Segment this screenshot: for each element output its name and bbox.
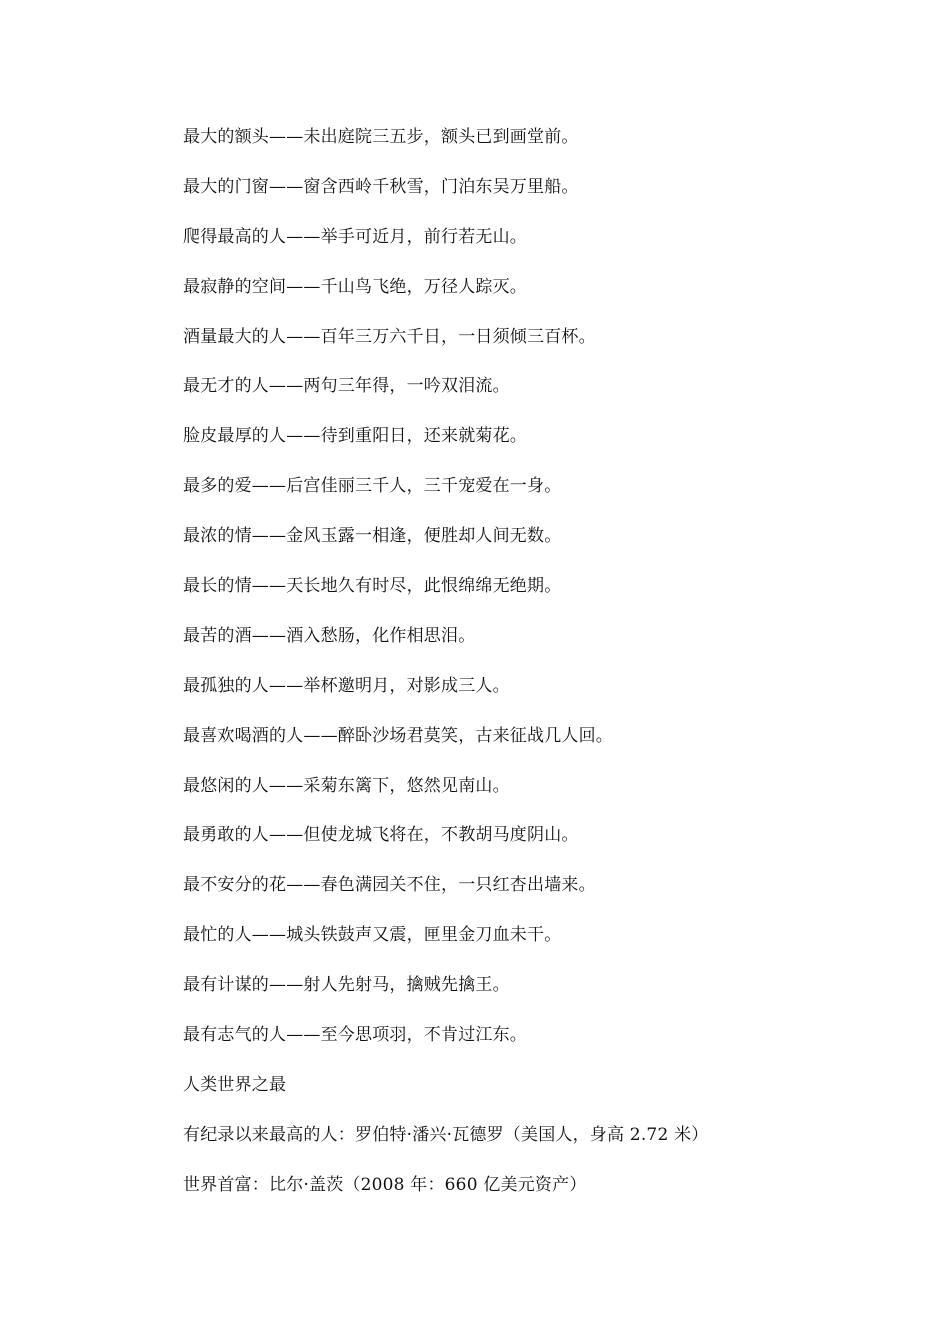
text-line: 脸皮最厚的人——待到重阳日，还来就菊花。 [183,426,527,447]
text-line: 最孤独的人——举杯邀明月，对影成三人。 [183,675,510,696]
text-line: 最忙的人——城头铁鼓声又震，匣里金刀血未干。 [183,925,562,946]
text-line: 最寂静的空间——千山鸟飞绝，万径人踪灭。 [183,276,527,297]
text-line: 最无才的人——两句三年得，一吟双泪流。 [183,376,510,397]
text-line: 最有计谋的——射人先射马，擒贼先擒王。 [183,975,510,996]
section-heading: 人类世界之最 [183,1074,287,1095]
text-line: 最浓的情——金风玉露一相逢，便胜却人间无数。 [183,526,562,547]
text-line: 最大的额头——未出庭院三五步，额头已到画堂前。 [183,127,579,147]
text-line: 酒量最大的人——百年三万六千日，一日须倾三百杯。 [183,326,596,347]
text-line: 最多的爱——后宫佳丽三千人，三千宠爱在一身。 [183,476,562,497]
text-line: 最苦的酒——酒入愁肠，化作相思泪。 [183,625,476,646]
text-line: 最勇敢的人——但使龙城飞将在，不教胡马度阴山。 [183,825,579,846]
text-line: 最有志气的人——至今思项羽，不肯过江东。 [183,1025,527,1046]
text-line: 有纪录以来最高的人：罗伯特·潘兴·瓦德罗（美国人，身高 2.72 米） [183,1124,709,1145]
document-body [183,122,903,1220]
text-line: 世界首富：比尔·盖茨（2008 年：660 亿美元资产） [183,1174,587,1195]
text-line: 最长的情——天长地久有时尽，此恨绵绵无绝期。 [183,576,562,597]
text-line: 最喜欢喝酒的人——醉卧沙场君莫笑，古来征战几人回。 [183,725,613,746]
text-line: 最不安分的花——春色满园关不住，一只红杏出墙来。 [183,875,596,896]
text-line: 爬得最高的人——举手可近月，前行若无山。 [183,226,527,247]
text-line: 最大的门窗——窗含西岭千秋雪，门泊东吴万里船。 [183,176,579,197]
text-line: 最悠闲的人——采菊东篱下，悠然见南山。 [183,775,510,796]
